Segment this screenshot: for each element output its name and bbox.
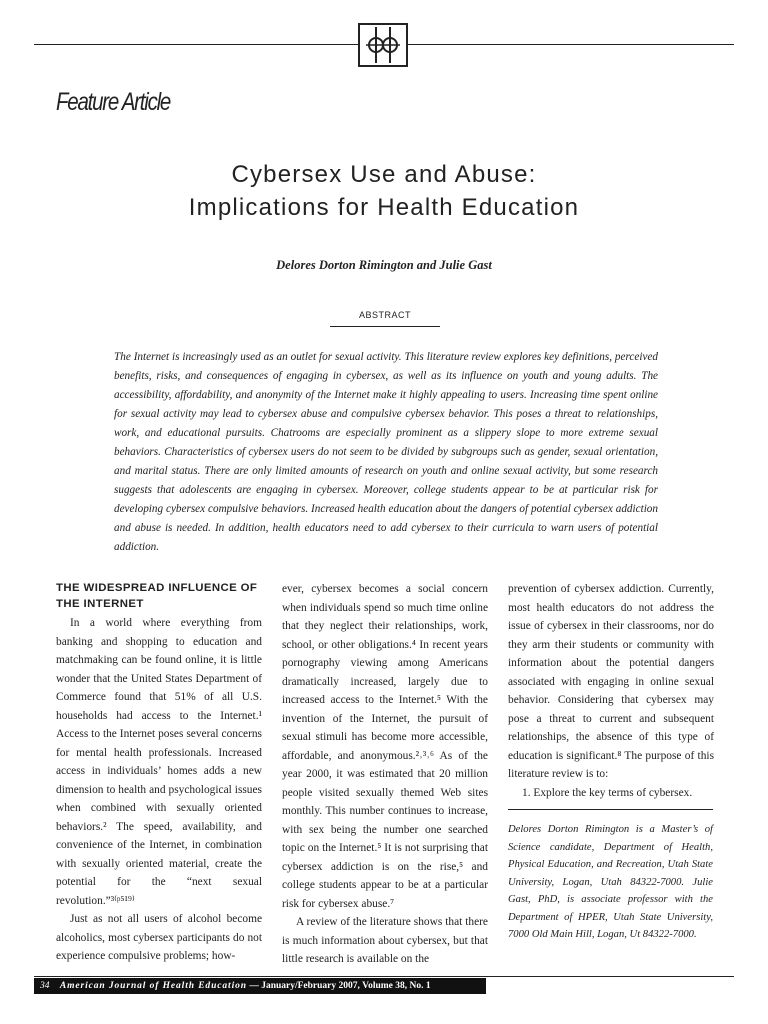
abstract-rule [330,326,440,327]
page-footer [34,978,486,994]
list-item: 1. Explore the key terms of cybersex. [522,786,693,799]
body-paragraph: A review of the literature shows that there is much information about cybersex, but that little research is available on the [282,916,488,965]
body-column-1 [56,580,262,966]
article-authors: Delores Dorton Rimington and Julie Gast [276,258,492,272]
abstract-heading: ABSTRACT [358,310,411,320]
body-column-2 [282,580,488,969]
title-line-1: Cybersex Use and Abuse: [231,161,537,188]
author-bio: Delores Dorton Rimington is a Master’s of Science candidate, Department of Health, Physical Education, and Recreation, Utah State University, Logan, Utah 84322-7000. Julie Gast, PhD, is associate professor with the Department of HPER, Utah State University, 7000 Old Main Hill, Logan, Ut 84322-7000. [508,824,713,940]
article-title [0,158,768,224]
body-paragraph: In a world where everything from banking and shopping to education and matchmaking can be found online, it is little wonder that the United States Department of Commerce found that 51% of all U.S. households had access to the Internet.¹ Access to the Internet poses several concerns for mental health professionals. Increased access in individuals’ homes adds a new dimension to health and psychological issues when combined with sexually oriented behaviors.² The speed, availability, and convenience of the Internet, in combination with sexually oriented material, create the potential for the “next sexual revolution.”³⁽ᵖ⁵¹⁹⁾ [56,617,262,907]
issue-info: — January/February 2007, Volume 38, No. 1 [249,981,431,991]
page-number: 34 [40,981,50,991]
bottom-rule [34,976,734,977]
section-label: Feature Article [56,88,171,116]
body-paragraph: prevention of cybersex addiction. Currently, most health educators do not address the issue of cybersex in their classrooms, nor do they arm their students or community with information about the potential dangers associated with engaging in online sexual behavior. Considering that cybersex may pose a threat to current and subsequent relationships, the absence of this type of education is significant.⁸ The purpose of this literature review is to: [508,583,714,780]
section-heading: THE WIDESPREAD INFLUENCE OF THE INTERNET [56,582,258,610]
bio-rule [508,809,713,810]
title-line-2: Implications for Health Education [188,194,580,221]
journal-logo-icon [358,23,408,67]
body-paragraph: ever, cybersex becomes a social concern when individuals spend so much time online that they neglect their relationships, work, school, or other obligations.⁴ In recent years pornography viewing among Americans dramatically increased, largely due to increased access to the Internet.⁵ With the invention of the Internet, the pursuit of sexual stimuli has become more accessible, affordable, and anonymous.²˒³˒⁶ As of the year 2000, it was estimated that 20 million people visited sexually themed Web sites monthly. This number continues to increase, with sex being the number one searched topic on the Internet.⁵ It is not surprising that cybersex addiction is on the rise,⁵ and college students appear to be at a particular risk for cybersex abuse.⁷ [282,583,488,910]
journal-name: American Journal of Health Education [59,981,247,991]
abstract-text: The Internet is increasingly used as an outlet for sexual activity. This literature review explores key definitions, perceived benefits, risks, and consequences of engaging in cybersex, as well as its influence on youth and young adults. The accessibility, affordability, and anonymity of the Internet make it highly appealing to users. Increasing time spent online for sexual activity may lead to cybersex abuse and compulsive cybersex behavior. This poses a threat to relationships, work, and educational pursuits. Chatrooms are especially prominent as a slippery slope to more extreme sexual behaviors. Characteristics of cybersex users do not seem to be divided by subgroups such as gender, sexual orientation, and marital status. There are only limited amounts of research on youth and online sexual activity, but some research suggests that adolescents are engaging in cybersex. Moreover, college students appear to be at particular risk for developing cybersex compulsive behaviors. Increased health education about the dangers of potential cybersex addiction and abuse is needed. In addition, health educators need to add cybersex to their curricula to warn users of potential addiction. [114,351,658,553]
body-column-3 [508,580,714,802]
body-paragraph: Just as not all users of alcohol become alcoholics, most cybersex participants do not experience compulsive problems; how- [56,913,262,962]
